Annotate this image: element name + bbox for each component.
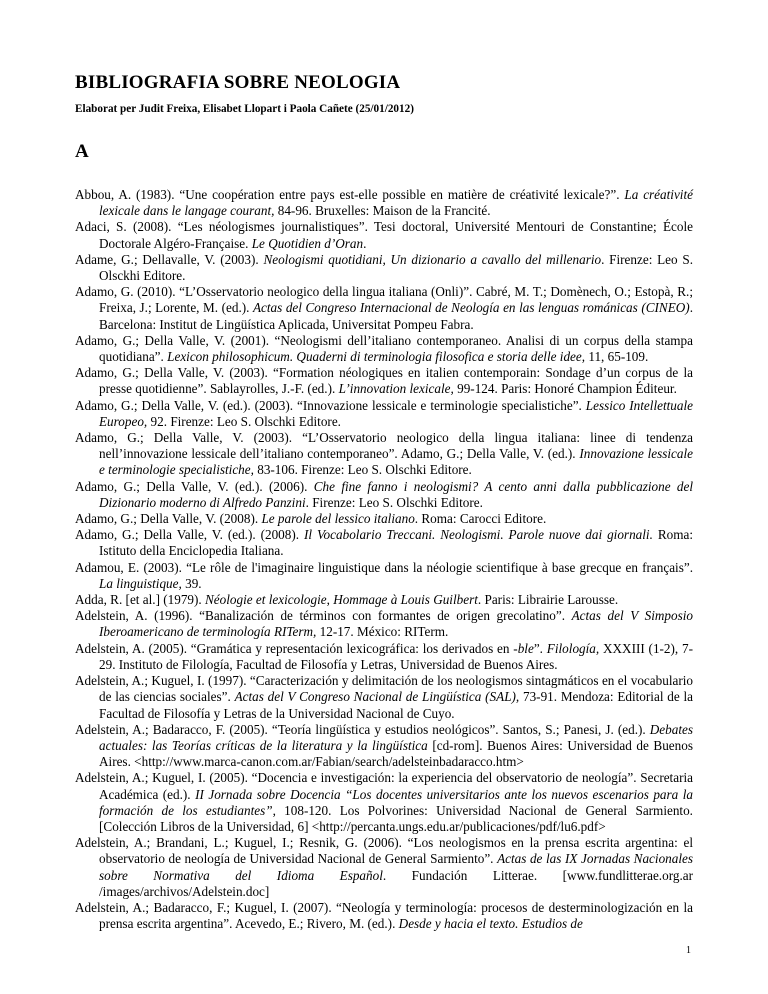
- entry-title-italic: Lexicon philosophicum. Quaderni di terminologia filosofica e storia delle idee,: [167, 349, 586, 365]
- entry-title-italic: Che fine fanno i neologismi? A cento anni dalla pubblicazione del Dizionario moderno di Alfredo Panzini: [99, 478, 693, 510]
- bibliography-entry: [75, 673, 693, 722]
- entry-title-italic: Il Vocabolario Treccani. Neologismi. Parole nuove dai giornali.: [303, 527, 653, 543]
- authors-line: Elaborat per Judit Freixa, Elisabet Llopart i Paola Cañete (25/01/2012): [75, 103, 414, 115]
- entry-text: 92. Firenze: Leo S. Olschki Editore.: [147, 413, 341, 429]
- entry-text: Adamo, G.; Della Valle, V. (ed.). (2008).: [75, 527, 304, 543]
- entry-text: XXXIII (1-2), 7-29. Instituto de Filología, Facultad de Filosofía y Letras, Universidad de Buenos Aires.: [99, 640, 694, 672]
- bibliography-entry: [75, 187, 693, 219]
- entry-text: Adelstein, A. (2005). “Gramática y representación lexicográfica: los derivados en -: [75, 640, 518, 656]
- bibliography-entry: [75, 479, 693, 511]
- entry-text: Adelstein, A.; Kuguel, I. (1997). “Caracterización y delimitación de los neologismos sintagmáticos en el vocabulario de las ciencias sociales”.: [75, 673, 693, 705]
- entry-text: Adamo, G.; Della Valle, V. (ed.). (2006).: [75, 478, 314, 494]
- bibliography-entry: [75, 770, 693, 835]
- entry-text: Adamo, G.; Della Valle, V. (2001). “Neologismi dell’italiano contemporaneo. Analisi di un corpus della stampa quotidiana”.: [75, 332, 693, 365]
- entry-text: Roma: Istituto della Enciclopedia Italiana.: [99, 527, 693, 559]
- entry-title-italic: Hommage à Louis Guilbert: [333, 592, 478, 608]
- bibliography-entry: [75, 641, 693, 673]
- entry-text: . Firenze: Leo S. Olschki Editore.: [305, 494, 483, 510]
- page-title: BIBLIOGRAFIA SOBRE NEOLOGIA: [75, 72, 401, 93]
- entry-title-italic: La créativité lexicale dans le langage courant,: [99, 187, 693, 219]
- entry-text: 39.: [181, 575, 202, 591]
- entry-title-italic: Lessico Intellettuale Europeo,: [99, 397, 693, 429]
- entry-text: Adame, G.; Dellavalle, V. (2003).: [75, 251, 264, 267]
- entry-text: 11, 65-109.: [585, 349, 649, 365]
- bibliography-entry: [75, 592, 693, 608]
- bibliography-entry: [75, 511, 693, 527]
- entry-title-italic: Le parole del lessico italiano: [261, 511, 415, 527]
- entry-text: . Paris: Librairie Larousse.: [477, 592, 619, 608]
- entry-title-italic: Innovazione lessicale e terminologie specialistiche,: [99, 446, 693, 478]
- entry-title-italic: Néologie et lexicologie: [205, 592, 327, 608]
- entry-text: . Barcelona: Institut de Lingüística Aplicada, Universitat Pompeu Fabra.: [99, 300, 693, 332]
- entry-text: Adamo, G.; Della Valle, V. (ed.). (2003). “Innovazione lessicale e terminologie specialistiche”.: [75, 397, 586, 413]
- entry-title-italic: ble: [517, 640, 534, 656]
- entry-title-italic: Desde y hacia el texto. Estudios de: [398, 916, 583, 932]
- bibliography-entry: [75, 252, 693, 284]
- entry-text: Adamo, G. (2010). “L’Osservatorio neologico della lingua italiana (Onli)”. Cabré, M. T.; Domènech, O.; Estopà, R.; Freixa, J.; Lorente, M. (ed.).: [75, 284, 693, 316]
- bibliography-entry: [75, 430, 693, 479]
- entry-text: .: [363, 235, 367, 251]
- bibliography-entry: [75, 527, 693, 559]
- entry-text: . Roma: Carocci Editore.: [414, 511, 547, 527]
- entry-text: 84-96. Bruxelles: Maison de la Francité.: [274, 203, 491, 219]
- bibliography-entry: [75, 365, 693, 397]
- page-number: 1: [686, 945, 691, 956]
- bibliography-entry: [75, 722, 693, 771]
- entry-title-italic: II Jornada sobre Docencia “Los docentes universitarios ante los nuevos escenarios para la formación de los estudiantes”: [99, 786, 693, 818]
- entry-text: Adamo, G.; Della Valle, V. (2008).: [75, 511, 262, 527]
- entry-title-italic: La linguistique,: [99, 575, 182, 591]
- entry-text: ,: [326, 592, 334, 608]
- entry-text: , 108-120. Los Polvorines: Universidad Nacional de General Sarmiento. [Colección Libros de la Universidad, 6] <http://percanta.ungs.edu.ar/publicaciones/pdf/lu6.pdf>: [99, 802, 693, 834]
- bibliography-entry: [75, 835, 693, 900]
- entry-text: Adelstein, A.; Badaracco, F. (2005). “Teoría lingüística y estudios neológicos”. Santos, S.; Panesi, J. (ed.).: [75, 721, 650, 737]
- entry-title-italic: Actas del V Simposio Iberoamericano de terminología RITerm,: [99, 608, 693, 640]
- bibliography-entry: [75, 398, 693, 430]
- entry-text: Adelstein, A.; Brandani, L.; Kuguel, I.; Resnik, G. (2006). “Los neologismos en la prensa escrita argentina: el observatorio de neología de Universidad Nacional de General Sarmiento”.: [75, 835, 693, 867]
- bibliography-entry: [75, 608, 693, 640]
- entry-text: 83-106. Firenze: Leo S. Olschki Editore.: [253, 462, 472, 478]
- entry-text: Adelstein, A.; Badaracco, F.; Kuguel, I. (2007). “Neología y terminología: procesos de desterminologización en la prensa escrita argentina”. Acevedo, E.; Rivero, M. (ed.).: [75, 899, 693, 932]
- entry-text: Adaci, S. (2008). “Les néologismes journalistiques”. Tesi doctoral, Université Mentouri de Constantine; École Doctorale Algéro-Française.: [75, 219, 693, 251]
- entry-text: Adelstein, A. (1996). “Banalización de términos con formantes de origen grecolatino”.: [75, 608, 572, 624]
- bibliography-entry: [75, 284, 693, 333]
- entry-text: 73-91. Mendoza: Editorial de la Facultad de Filosofía y Letras de la Universidad Nacional de Cuyo.: [99, 689, 693, 721]
- entry-text: Adelstein, A.; Kuguel, I. (2005). “Docencia e investigación: la experiencia del observatorio de neología”. Secretaria Académica (ed.).: [75, 770, 693, 802]
- bibliography-entry: [75, 560, 693, 592]
- entry-text: . Fundación Litterae. [www.fundlitterae.org.ar /images/archivos/Adelstein.doc]: [99, 867, 693, 899]
- bibliography-entry: [75, 219, 693, 251]
- entry-title-italic: Actas de las IX Jornadas Nacionales sobre Normativa del Idioma Español: [99, 851, 694, 883]
- entry-text: [cd-rom]. Buenos Aires: Universidad de Buenos Aires. <http://www.marca-canon.com.ar/Fabian/search/adelsteinbadaracco.htm>: [99, 737, 693, 770]
- entry-text: Adamou, E. (2003). “Le rôle de l'imaginaire linguistique dans la néologie scientifique à base grecque en français”.: [75, 559, 693, 575]
- entry-title-italic: Debates actuales: las Teorías críticas de la literatura y la lingüística: [99, 721, 693, 753]
- entry-text: ”.: [533, 640, 547, 656]
- entry-title-italic: Actas del Congreso Internacional de Neología en las lenguas románicas (CINEO): [252, 300, 690, 316]
- bibliography-entry: [75, 333, 693, 365]
- entry-title-italic: L’innovation lexicale,: [338, 381, 454, 397]
- entry-text: 12-17. México: RITerm.: [316, 624, 449, 640]
- entry-title-italic: Neologismi quotidiani, Un dizionario a cavallo del millenario: [263, 251, 602, 267]
- entry-text: Adda, R. [et al.] (1979).: [75, 592, 206, 608]
- section-heading-a: A: [75, 141, 89, 162]
- bibliography-list: [75, 187, 693, 932]
- entry-text: Abbou, A. (1983). “Une coopération entre pays est-elle possible en matière de créativité lexicale?”.: [75, 187, 625, 202]
- entry-text: . Firenze: Leo S. Olsckhi Editore.: [99, 251, 694, 284]
- entry-text: Adamo, G.; Della Valle, V. (2003). “L’Osservatorio neologico della lingua italiana: linee di tendenza nell’innovazione lessicale dell’italiano contemporaneo”. Adamo, G.; Della Valle, V. (ed.).: [75, 430, 693, 462]
- entry-text: Adamo, G.; Della Valle, V. (2003). “Formation néologiques en italien contemporain: Sondage d’un corpus de la presse quotidienne”. Sablayrolles, J.-F. (ed.).: [75, 365, 693, 397]
- bibliography-entry: [75, 900, 693, 932]
- entry-title-italic: Filología,: [546, 640, 600, 656]
- entry-title-italic: Actas del V Congreso Nacional de Lingüística (SAL),: [234, 689, 520, 705]
- entry-text: 99-124. Paris: Honoré Champion Éditeur.: [453, 381, 677, 397]
- entry-title-italic: Le Quotidien d’Oran: [251, 235, 364, 251]
